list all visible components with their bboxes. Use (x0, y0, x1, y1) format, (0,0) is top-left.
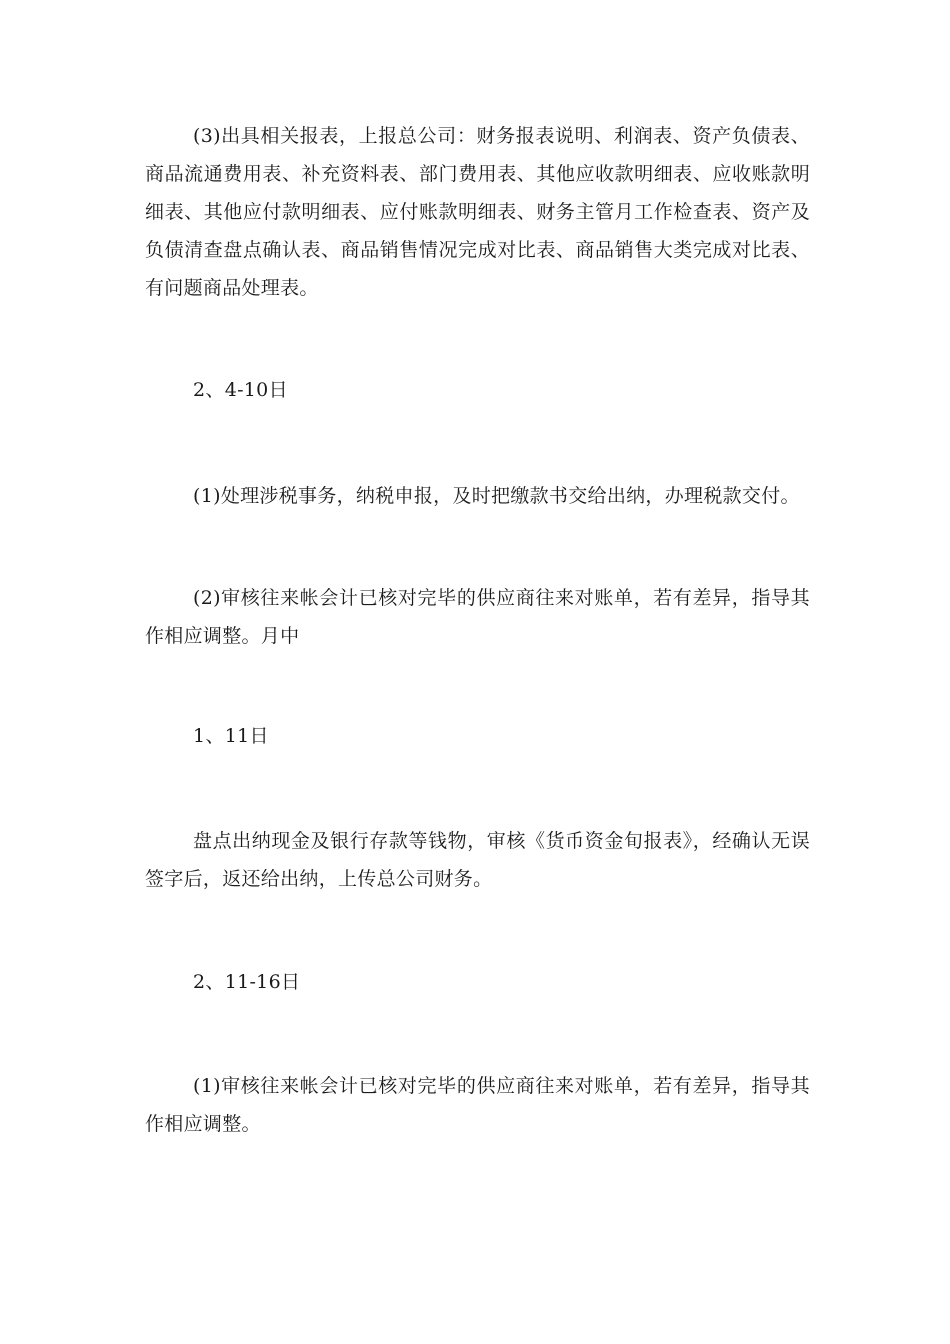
paragraph-report-list: (3)出具相关报表，上报总公司：财务报表说明、利润表、资产负债表、商品流通费用表、补充资料表、部门费用表、其他应收款明细表、应收账款明细表、其他应付款明细表、应付账款明细表、财务主管月工作检查表、资产及负债清查盘点确认表、商品销售情况完成对比表、商品销售大类完成对比表、有问题商品处理表。 (145, 125, 810, 299)
section-heading-11: 1、11日 (193, 725, 269, 747)
section-heading-11-16: 2、11-16日 (193, 971, 301, 993)
paragraph-review-statements: (2)审核往来帐会计已核对完毕的供应商往来对账单，若有差异，指导其作相应调整。月中 (145, 587, 810, 647)
paragraph-review-statements-2: (1)审核往来帐会计已核对完毕的供应商往来对账单，若有差异，指导其作相应调整。 (145, 1075, 810, 1135)
section-heading-4-10: 2、4-10日 (193, 379, 288, 401)
paragraph-tax-affairs: (1)处理涉税事务，纳税申报，及时把缴款书交给出纳，办理税款交付。 (193, 485, 800, 507)
paragraph-cash-count: 盘点出纳现金及银行存款等钱物，审核《货币资金旬报表》，经确认无误签字后，返还给出纳，上传总公司财务。 (145, 830, 810, 890)
